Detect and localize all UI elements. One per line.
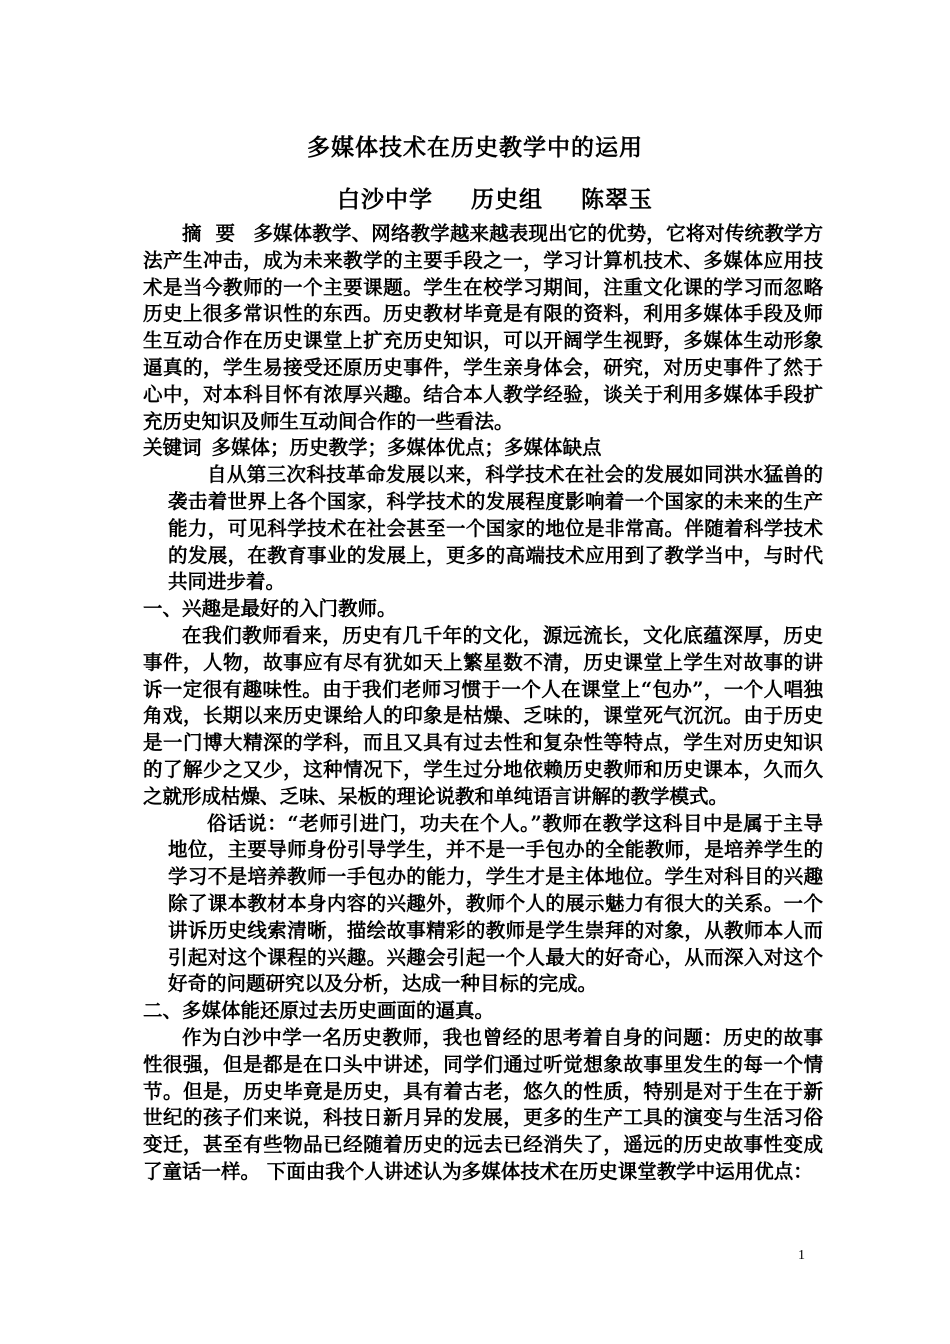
page-number: 1 — [798, 1248, 805, 1263]
section1-paragraph2: 俗话说：“老师引进门，功夫在个人。”教师在教学这科目中是属于主导地位，主要导师身份引导学生，并不是一手包办的全能教师，是培养学生的学习不是培养教师一手包办的能力，学生才是主体地位。学生对科目的兴趣除了课本教材本身内容的兴趣外，教师个人的展示魅力有很大的关系。一个讲诉历史线索清晰，描绘故事精彩的教师是学生崇拜的对象，从教师本人而引起对这个课程的兴趣。兴趣会引起一个人最大的好奇心，从而深入对这个好奇的问题研究以及分析，达成一种目标的完成。 — [168, 811, 823, 996]
abstract-label: 摘 要 — [182, 222, 236, 245]
section1-paragraph1: 在我们教师看来，历史有几千年的文化，源远流长，文化底蕴深厚，历史事件，人物，故事应有尽有犹如天上繁星数不清，历史课堂上学生对故事的讲诉一定很有趣味性。由于我们老师习惯于一个人在课堂上“包办”，一个人唱独角戏，长期以来历史课给人的印象是枯燥、乏味的，课堂死气沉沉。由于历史是一门博大精深的学科，而且又具有过去性和复杂性等特点，学生对历史知识的了解少之又少，这种情况下，学生过分地依赖历史教师和历史课本，久而久之就形成枯燥、乏味、呆板的理论说教和单纯语言讲解的教学模式。 — [143, 623, 823, 808]
section2-paragraph1: 作为白沙中学一名历史教师，我也曾经的思考着自身的问题：历史的故事性很强，但是都是在口头中讲述，同学们通过听觉想象故事里发生的每一个情节。但是，历史毕竟是历史，具有着古老，悠久的性质，特别是对于生在于新世纪的孩子们来说，科技日新月异的发展，更多的生产工具的演变与生活习俗变迁，甚至有些物品已经随着历史的远去已经消失了，遥远的历史故事性变成了童话一样。 下面由我个人讲述认为多媒体技术在历史课堂教学中运用优点： — [143, 1025, 823, 1183]
keywords-label: 关键词 — [143, 436, 202, 460]
section2-heading: 二、多媒体能还原过去历史画面的逼真。 — [143, 999, 495, 1023]
abstract-paragraph — [143, 221, 823, 435]
document-body — [143, 221, 823, 1186]
keywords-text: 多媒体；历史教学；多媒体优点；多媒体缺点 — [211, 436, 602, 460]
keywords-paragraph — [143, 435, 823, 462]
document-title: 多媒体技术在历史教学中的运用 — [307, 134, 643, 161]
byline — [0, 184, 950, 216]
byline-author: 陈翠玉 — [581, 186, 653, 213]
section1-heading: 一、兴趣是最好的入门教师。 — [143, 597, 397, 621]
intro-paragraph: 自从第三次科技革命发展以来，科学技术在社会的发展如同洪水猛兽的袭击着世界上各个国家，科学技术的发展程度影响着一个国家的未来的生产能力，可见科学技术在社会甚至一个国家的地位是非常高。伴随着科学技术的发展，在教育事业的发展上，更多的高端技术应用到了教学当中，与时代共同进步着。 — [168, 463, 823, 594]
abstract-text: 多媒体教学、网络教学越来越表现出它的优势，它将对传统教学方法产生冲击，成为未来教学的主要手段之一，学习计算机技术、多媒体应用技术是当今教师的一个主要课题。学生在校学习期间，注重文化课的学习而忽略历史上很多常识性的东西。历史教材毕竟是有限的资料，利用多媒体手段及师生互动合作在历史课堂上扩充历史知识，可以开阔学生视野，多媒体生动形象逼真的，学生易接受还原历史事件，学生亲身体会，研究，对历史事件了然于心中，对本科目怀有浓厚兴趣。结合本人教学经验，谈关于利用多媒体手段扩充历史知识及师生互动间合作的一些看法。 — [143, 222, 823, 433]
byline-school: 白沙中学 — [337, 186, 433, 213]
byline-group: 历史组 — [471, 186, 543, 213]
